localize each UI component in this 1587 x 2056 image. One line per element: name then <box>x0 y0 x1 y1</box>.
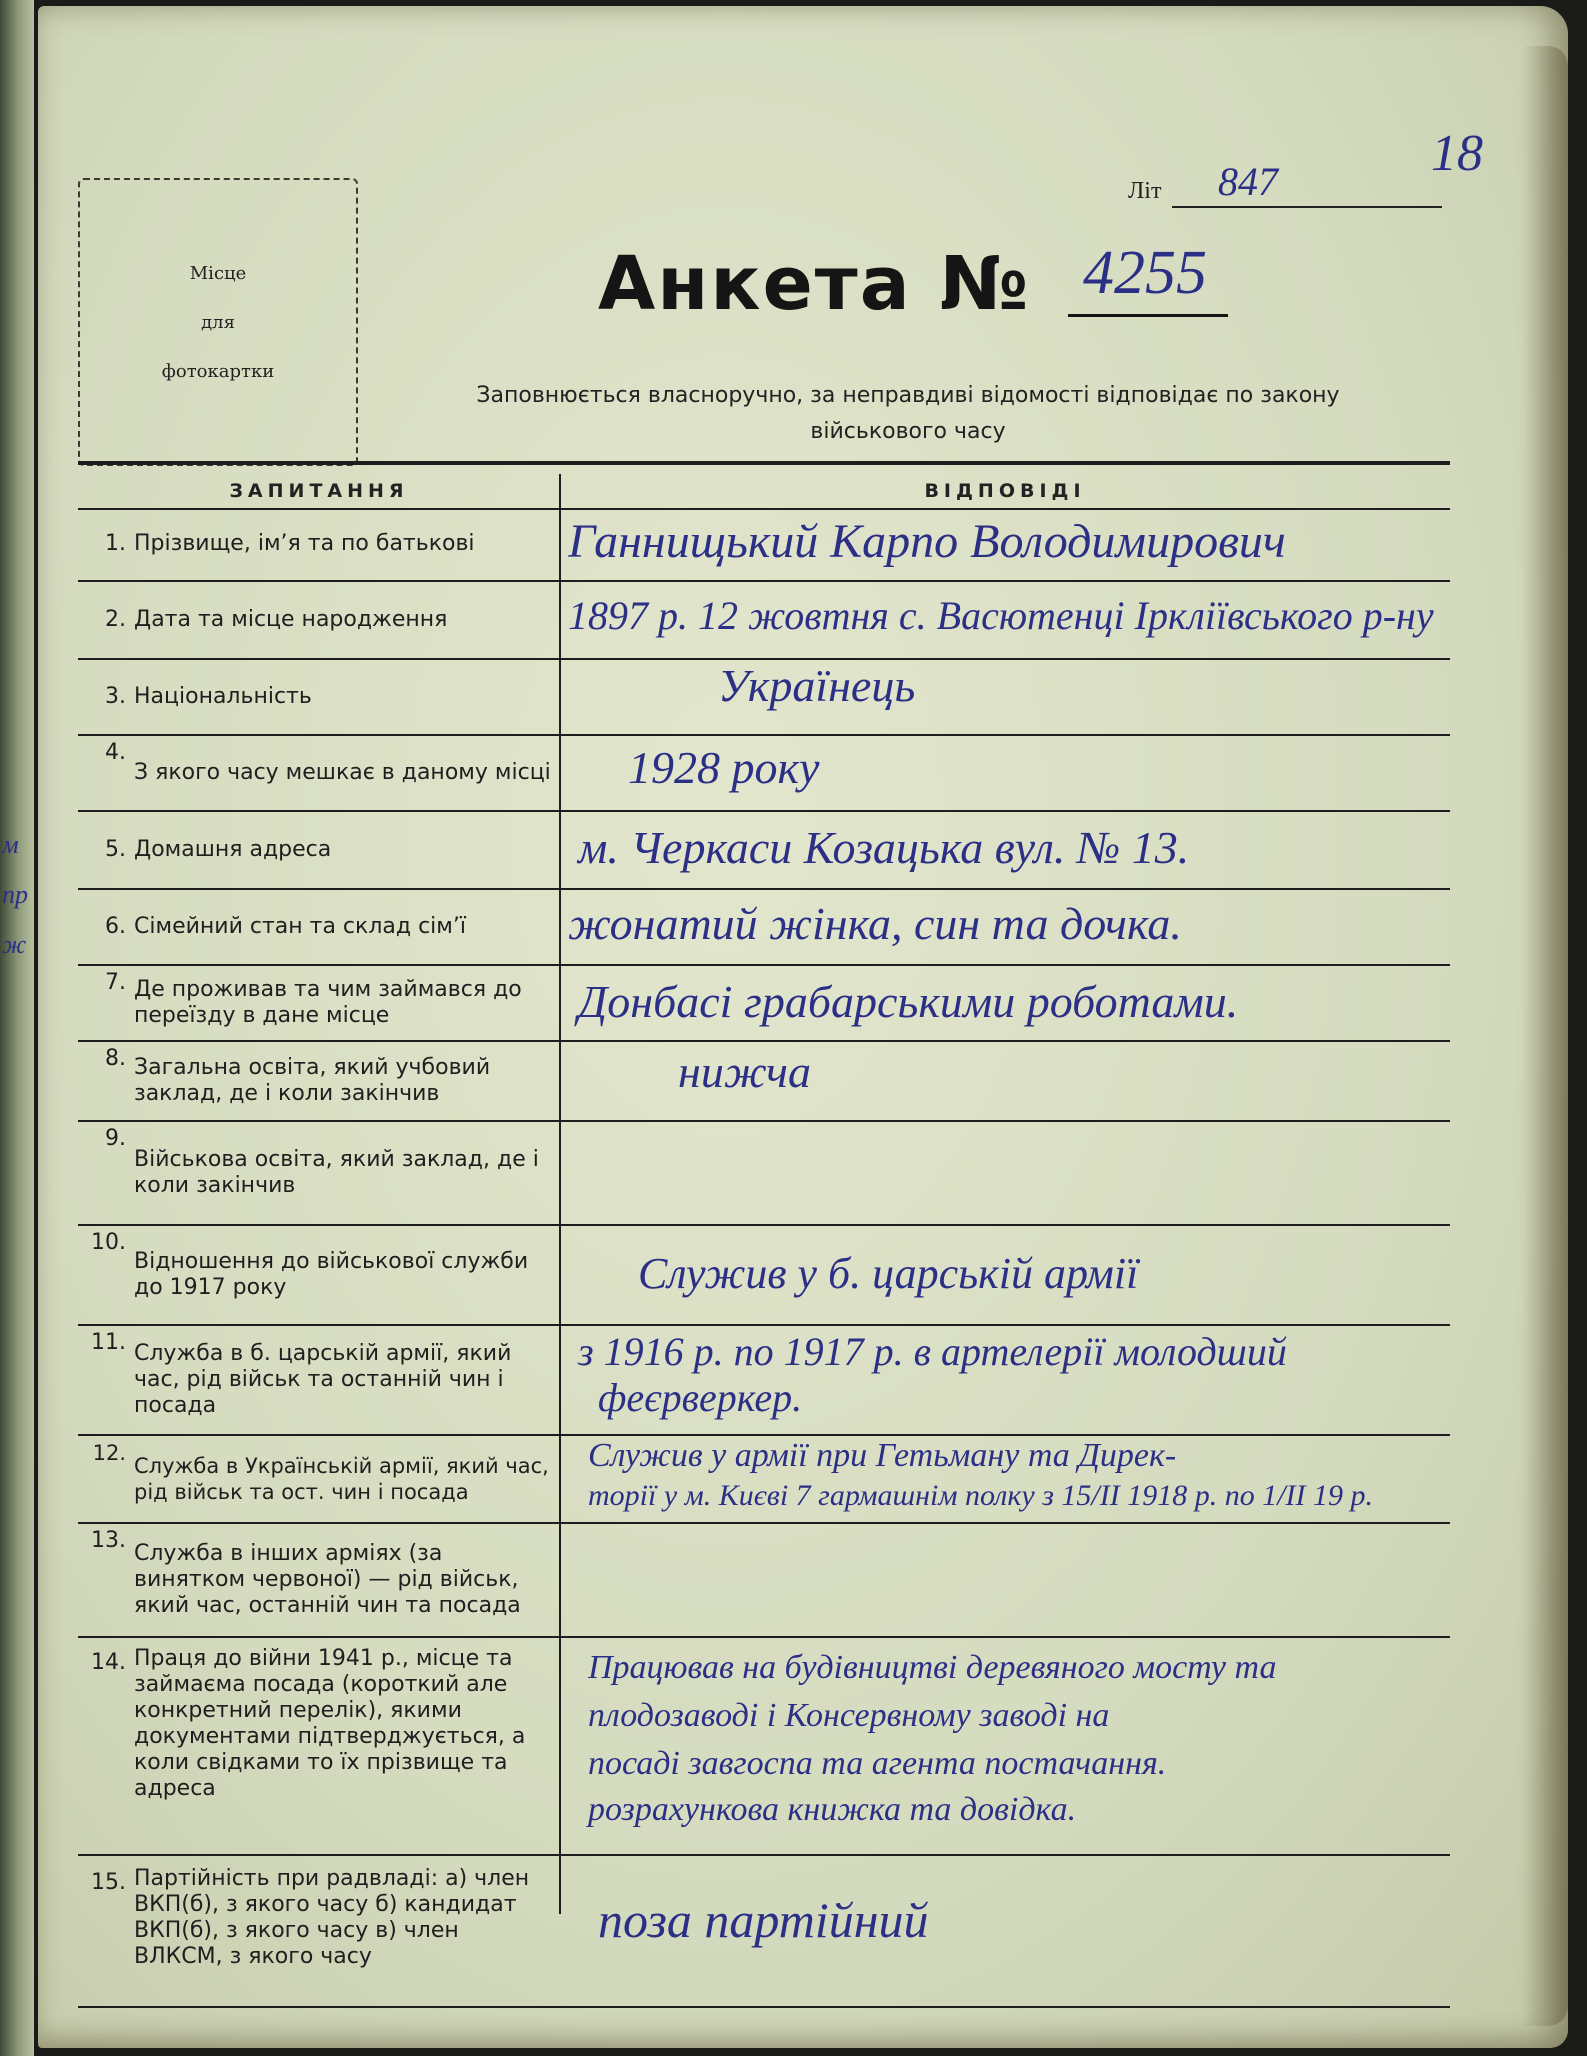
margin-note: ж <box>2 930 27 959</box>
answer-handwriting: Донбасі грабарськими роботами. <box>578 976 1239 1027</box>
photo-label-line: фотокартки <box>161 360 275 382</box>
question-cell <box>78 1122 558 1224</box>
sheet-shadow-edge <box>1522 46 1568 2026</box>
answer-handwriting: з 1916 р. по 1917 р. в артелерії молодший <box>578 1329 1287 1374</box>
question-number: 7. <box>105 970 126 995</box>
question-cell <box>78 1042 558 1120</box>
answer-cell <box>568 1226 1448 1324</box>
answer-cell <box>568 1638 1448 1854</box>
page-number: 18 <box>1431 125 1483 182</box>
photo-label-line: для <box>201 311 235 333</box>
question-text: З якого часу мешкає в даному місці <box>134 760 551 785</box>
answer-handwriting: Українець <box>718 660 916 711</box>
question-number: 12. <box>92 1441 126 1465</box>
answer-cell <box>568 1042 1448 1120</box>
question-number: 9. <box>105 1126 126 1151</box>
answer-cell <box>568 890 1448 964</box>
answer-handwriting: Служив у армії при Гетьману та Дирек- <box>588 1437 1177 1474</box>
table-row <box>78 508 1450 582</box>
question-number: 5. <box>105 837 126 862</box>
question-text: Служба в б. царській армії, який час, рід військ та останній чин і посада <box>134 1341 512 1418</box>
question-cell <box>78 582 558 658</box>
answer-cell <box>568 812 1448 888</box>
table-row <box>78 1042 1450 1122</box>
answer-handwriting: 1928 року <box>628 742 820 793</box>
question-cell <box>78 1226 558 1324</box>
question-cell <box>78 1856 558 2006</box>
question-text: Національність <box>134 684 312 709</box>
lit-field <box>1128 159 1448 212</box>
margin-note: пр <box>2 880 28 909</box>
table-row <box>78 660 1450 736</box>
question-text: Відношення до військової служби до 1917 року <box>134 1249 529 1300</box>
answer-handwriting: Служив у б. царській армії <box>638 1249 1139 1298</box>
question-cell <box>78 890 558 964</box>
answer-handwriting: плодозаводі і Консервному заводі на <box>588 1697 1110 1734</box>
questionnaire-sheet <box>38 6 1568 2048</box>
question-number: 10. <box>91 1230 126 1255</box>
table-row <box>78 1856 1450 2008</box>
answer-handwriting: феєрверкер. <box>598 1375 803 1420</box>
answer-cell <box>568 736 1448 810</box>
question-number: 8. <box>105 1046 126 1071</box>
answer-handwriting: жонатий жінка, син та дочка. <box>568 898 1182 949</box>
table-row <box>78 1326 1450 1436</box>
question-number: 13. <box>91 1528 126 1553</box>
table-row <box>78 1226 1450 1326</box>
answer-handwriting: Ганнищький Карпо Володимирович <box>568 515 1286 568</box>
question-cell <box>78 1638 558 1854</box>
subtitle-line: військового часу <box>810 419 1006 444</box>
page-title: Анкета № <box>598 241 1031 327</box>
answer-cell <box>568 1122 1448 1224</box>
question-text: Де проживав та чим займався до переїзду в дане місце <box>134 977 522 1028</box>
answer-handwriting: посаді завгоспа та агента постачання. <box>588 1745 1167 1782</box>
answer-handwriting: розрахункова книжка та довідка. <box>588 1791 1077 1828</box>
question-number: 2. <box>105 607 126 632</box>
title-number-underline <box>1068 314 1228 317</box>
header-answers: ВІДПОВІДІ <box>924 480 1086 502</box>
answer-handwriting: Працював на будівництві деревяного мосту та <box>588 1649 1277 1686</box>
answer-cell <box>568 660 1448 734</box>
answer-handwriting: торії у м. Києві 7 гармашнім полку з 15/II 1918 р. по 1/II 19 р. <box>588 1479 1374 1512</box>
questionnaire-number: 4255 <box>1083 239 1207 307</box>
question-number: 4. <box>105 740 126 765</box>
question-cell <box>78 812 558 888</box>
answer-handwriting: нижча <box>678 1046 811 1097</box>
question-text: Домашня адреса <box>134 837 332 862</box>
answer-cell <box>568 582 1448 658</box>
question-cell <box>78 1524 558 1636</box>
answer-cell <box>568 508 1448 580</box>
question-cell <box>78 660 558 734</box>
answer-handwriting: поза партійний <box>598 1892 929 1948</box>
question-number: 11. <box>91 1330 126 1355</box>
question-text: Праця до війни 1941 р., місце та займаєма посада (короткий але конкретний перелік), якими документами підтверджується, а коли свідками то їх прізвище та адреса <box>134 1646 526 1801</box>
lit-value: 847 <box>1218 159 1278 204</box>
answer-cell <box>568 1524 1448 1636</box>
answer-cell <box>568 966 1448 1040</box>
question-number: 15. <box>91 1870 126 1895</box>
answer-cell <box>568 1856 1448 2006</box>
table-row <box>78 890 1450 966</box>
question-text: Партійність при радвладі: а) член ВКП(б), з якого часу б) кандидат ВКП(б), з якого часу в) член ВЛКСМ, з якого часу <box>134 1866 530 1969</box>
question-number: 14. <box>91 1650 126 1675</box>
question-text: Служба в інших арміях (за винятком червоної) — рід військ, який час, останній чин та посада <box>134 1541 521 1618</box>
subtitle-line: Заповнюється власноручно, за неправдиві відомості відповідає по закону <box>476 383 1340 408</box>
header-questions: ЗАПИТАННЯ <box>229 480 409 502</box>
table-row <box>78 812 1450 890</box>
question-text: Дата та місце народження <box>134 607 448 632</box>
question-number: 1. <box>105 531 126 556</box>
subtitle <box>358 378 1458 450</box>
table-row <box>78 1524 1450 1638</box>
answer-cell <box>568 1436 1448 1522</box>
lit-underline <box>1172 206 1442 208</box>
lit-label: Літ <box>1128 178 1162 204</box>
question-cell <box>78 1436 558 1522</box>
question-text: Прізвище, ім’я та по батькові <box>134 531 475 556</box>
question-number: 6. <box>105 914 126 939</box>
photo-placeholder <box>78 178 358 466</box>
table-row <box>78 582 1450 660</box>
table-row <box>78 966 1450 1042</box>
questionnaire-table <box>78 508 1450 2008</box>
question-cell <box>78 508 558 580</box>
question-cell <box>78 736 558 810</box>
photo-label-line: Місце <box>189 262 247 284</box>
table-row <box>78 1436 1450 1524</box>
question-text: Загальна освіта, який учбовий заклад, де і коли закінчив <box>134 1055 491 1106</box>
table-row <box>78 1122 1450 1226</box>
margin-note: м <box>2 830 19 859</box>
question-text: Служба в Українській армії, який час, рід військ та ост. чин і посада <box>134 1454 549 1504</box>
table-row <box>78 736 1450 812</box>
answer-cell <box>568 1326 1448 1434</box>
table-header <box>78 474 1450 510</box>
question-cell <box>78 966 558 1040</box>
table-row <box>78 1638 1450 1856</box>
question-text: Сімейний стан та склад сім’ї <box>134 914 466 939</box>
question-number: 3. <box>105 684 126 709</box>
question-text: Військова освіта, який заклад, де і коли закінчив <box>134 1147 539 1198</box>
answer-handwriting: м. Черкаси Козацька вул. № 13. <box>578 822 1190 873</box>
top-rule <box>78 461 1450 465</box>
left-page-edge <box>0 0 34 2056</box>
question-cell <box>78 1326 558 1434</box>
answer-handwriting: 1897 р. 12 жовтня с. Васютенці Іркліївського р-ну <box>568 593 1434 638</box>
